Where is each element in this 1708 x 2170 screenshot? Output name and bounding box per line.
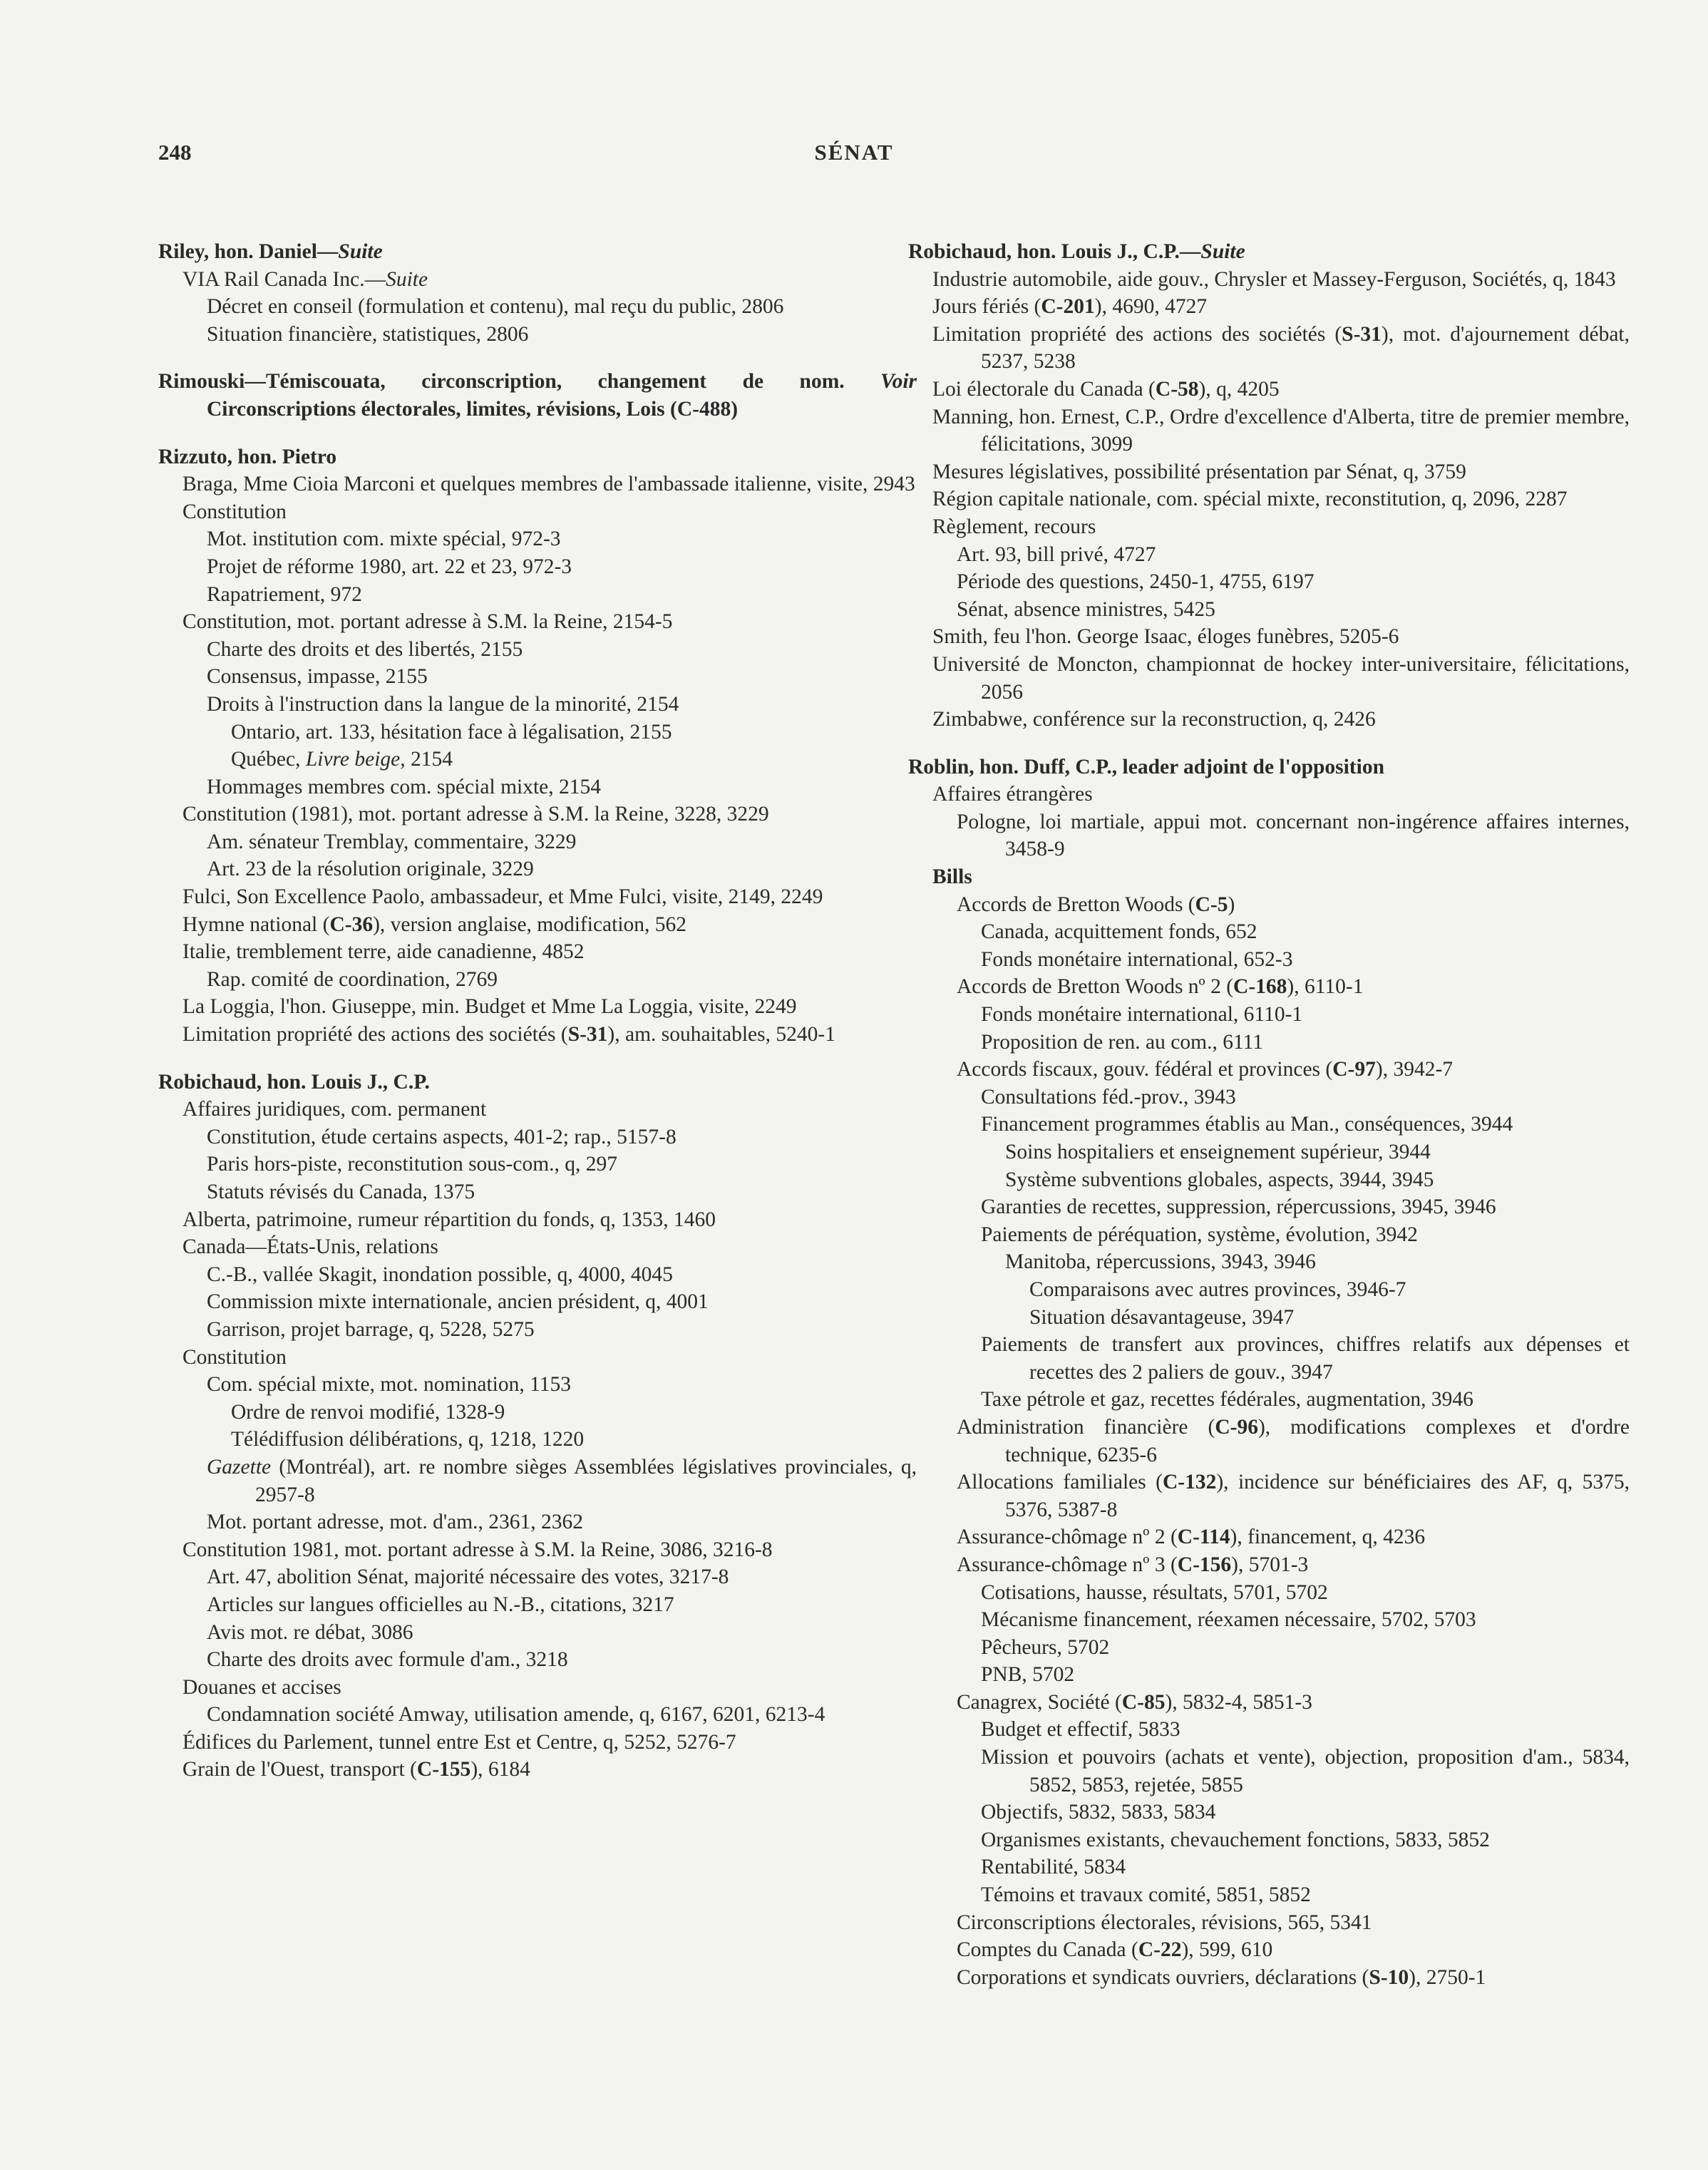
index-entry: [908, 1084, 1630, 1111]
index-entry: [158, 911, 917, 939]
index-entry: [908, 973, 1630, 1001]
entry-text: Charte des droits avec formule d'am., 3218: [207, 1648, 568, 1672]
entry-text: Robichaud, hon. Louis J., C.P.: [158, 1070, 430, 1094]
index-entry: [908, 1248, 1630, 1276]
entry-text: Assurance-chômage nº 2 (: [957, 1526, 1178, 1549]
entry-text: Télédiffusion délibérations, q, 1218, 1220: [231, 1428, 585, 1451]
index-entry: [158, 1536, 917, 1564]
entry-gap: [158, 423, 917, 443]
entry-text: C-156: [1177, 1553, 1232, 1576]
entry-gap: [908, 734, 1630, 754]
entry-text: Taxe pétrole et gaz, recettes fédérales, augmentation, 3946: [981, 1388, 1473, 1411]
index-entry: [158, 1288, 917, 1316]
index-entry: [908, 918, 1630, 946]
index-entry: [908, 863, 1630, 891]
index-entry: [158, 1371, 917, 1399]
index-entry: [158, 938, 917, 966]
index-entry: [908, 485, 1630, 513]
entry-text: PNB, 5702: [981, 1663, 1075, 1687]
entry-text: Suite: [1200, 240, 1245, 263]
index-entry: [908, 1331, 1630, 1386]
entry-text: Rapatriement, 972: [207, 582, 362, 606]
entry-text: Com. spécial mixte, mot. nomination, 1153: [207, 1373, 572, 1397]
index-entry: [908, 568, 1630, 596]
entry-text: Université de Moncton, championnat de hockey inter-universitaire, félicitations, 2056: [932, 652, 1630, 704]
entry-text: Situation financière, statistiques, 2806: [207, 322, 529, 346]
index-entry: [158, 719, 917, 746]
entry-text: Manitoba, répercussions, 3943, 3946: [1005, 1250, 1316, 1274]
entry-text: Constitution, étude certains aspects, 401-2; rap., 5157-8: [207, 1125, 676, 1148]
index-entry: [908, 1056, 1630, 1084]
index-entry: [908, 808, 1630, 863]
entry-text: Mot. portant adresse, mot. d'am., 2361, 2362: [207, 1511, 584, 1534]
index-entry: [158, 1591, 917, 1619]
index-entry: [158, 1646, 917, 1674]
index-heading: [908, 238, 1630, 266]
entry-text: C-85: [1121, 1690, 1166, 1714]
entry-text: Grain de l'Ouest, transport (: [182, 1758, 417, 1781]
entry-text: Corporations et syndicats ouvriers, déclarations (: [957, 1965, 1369, 1989]
entry-text: Décret en conseil (formulation et contenu), mal reçu du public, 2806: [207, 295, 784, 319]
index-entry: [158, 746, 917, 773]
index-entry: [908, 1744, 1630, 1799]
entry-text: Règlement, recours: [932, 515, 1096, 538]
index-entry: [908, 706, 1630, 734]
index-entry: [908, 376, 1630, 403]
index-entry: [908, 1138, 1630, 1166]
index-entry: [908, 596, 1630, 624]
entry-text: C-201: [1041, 295, 1095, 319]
entry-text: Livre beige,: [305, 748, 406, 771]
entry-text: C-96: [1215, 1415, 1258, 1439]
entry-text: ), 5701-3: [1231, 1553, 1309, 1576]
entry-text: Constitution 1981, mot. portant adresse à S.M. la Reine, 3086, 3216-8: [182, 1538, 773, 1561]
index-entry: [158, 470, 917, 498]
entry-text: (Montréal), art. re nombre sièges Assemblées législatives provinciales, q, 2957-8: [255, 1455, 917, 1506]
entry-text: Québec,: [231, 748, 306, 771]
index-entry: [908, 1001, 1630, 1029]
entry-text: Rap. comité de coordination, 2769: [207, 967, 498, 991]
index-heading: [158, 1069, 917, 1096]
index-entry: [158, 1096, 917, 1123]
index-entry: [908, 623, 1630, 651]
entry-text: Constitution: [182, 1345, 287, 1369]
index-entry: [908, 1716, 1630, 1744]
entry-text: Alberta, patrimoine, rumeur répartition du fonds, q, 1353, 1460: [182, 1208, 716, 1231]
index-entry: [158, 691, 917, 719]
index-entry: [908, 403, 1630, 458]
index-entry: [908, 946, 1630, 974]
index-entry: [908, 513, 1630, 541]
entry-text: S-31: [1342, 322, 1382, 346]
entry-text: Affaires étrangères: [932, 783, 1093, 806]
entry-text: 2154: [405, 748, 453, 771]
index-entry: [158, 1399, 917, 1426]
entry-text: Projet de réforme 1980, art. 22 et 23, 972-3: [207, 555, 572, 578]
entry-text: Limitation propriété des actions des sociétés (: [932, 322, 1342, 346]
entry-text: C-36: [329, 912, 374, 936]
index-entry: [158, 801, 917, 828]
entry-text: La Loggia, l'hon. Giuseppe, min. Budget et Mme La Loggia, visite, 2249: [182, 995, 797, 1019]
index-entry: [158, 966, 917, 994]
entry-text: ), 6184: [470, 1758, 530, 1781]
index-entry: [158, 663, 917, 691]
entry-text: Ordre de renvoi modifié, 1328-9: [231, 1400, 505, 1424]
entry-text: Paiements de transfert aux provinces, chiffres relatifs aux dépenses et recettes des 2 paliers de gouv., 3947: [981, 1333, 1630, 1384]
entry-text: Pologne, loi martiale, appui mot. concernant non-ingérence affaires internes, 3458-9: [957, 810, 1630, 861]
entry-text: Affaires juridiques, com. permanent: [182, 1098, 487, 1121]
entry-text: Comparaisons avec autres provinces, 3946-7: [1029, 1277, 1406, 1301]
index-entry: [908, 781, 1630, 808]
entry-text: Hymne national (: [182, 912, 330, 936]
entry-text: Hommages membres com. spécial mixte, 2154: [207, 775, 601, 798]
entry-text: VIA Rail Canada Inc.—: [182, 267, 386, 291]
entry-text: Circonscriptions électorales, révisions, 565, 5341: [957, 1911, 1372, 1934]
entry-text: C-58: [1155, 377, 1199, 401]
index-entry: [908, 1551, 1630, 1579]
entry-text: Garrison, projet barrage, q, 5228, 5275: [207, 1317, 535, 1341]
index-entry: [158, 1178, 917, 1206]
index-entry: [908, 1606, 1630, 1634]
index-entry: [908, 1193, 1630, 1221]
entry-text: Articles sur langues officielles au N.-B., citations, 3217: [207, 1593, 674, 1616]
entry-text: Administration financière (: [957, 1415, 1215, 1439]
entry-text: Commission mixte internationale, ancien président, q, 4001: [207, 1290, 709, 1314]
entry-text: C-97: [1332, 1058, 1376, 1081]
index-entry: [158, 1316, 917, 1344]
entry-text: ), 5832-4, 5851-3: [1165, 1690, 1312, 1714]
entry-text: Témoins et travaux comité, 5851, 5852: [981, 1883, 1311, 1907]
entry-text: Statuts révisés du Canada, 1375: [207, 1181, 475, 1203]
entry-text: Art. 23 de la résolution originale, 3229: [207, 858, 534, 881]
entry-text: Robichaud, hon. Louis J., C.P.: [908, 240, 1180, 263]
index-entry: [158, 581, 917, 609]
index-entry: [158, 553, 917, 581]
entry-text: C-114: [1177, 1526, 1230, 1549]
entry-text: ): [1228, 893, 1235, 916]
entry-text: Période des questions, 2450-1, 4755, 6197: [957, 570, 1315, 594]
index-entry: [158, 1454, 917, 1508]
entry-text: Mot. institution com. mixte spécial, 972-3: [207, 528, 561, 551]
entry-text: Fonds monétaire international, 652-3: [981, 947, 1293, 971]
entry-text: Suite: [338, 240, 383, 263]
entry-text: Paiements de péréquation, système, évolution, 3942: [981, 1223, 1418, 1246]
entry-text: C-132: [1162, 1471, 1217, 1494]
index-entry: [158, 1426, 917, 1454]
page-number: 248: [158, 140, 192, 165]
entry-text: ), incidence sur bénéficiaires des AF, q, 5375, 5376, 5387-8: [1005, 1471, 1630, 1521]
entry-text: Avis mot. re débat, 3086: [207, 1620, 413, 1644]
entry-text: Système subventions globales, aspects, 3944, 3945: [1005, 1168, 1434, 1191]
entry-text: Assurance-chômage nº 3 (: [957, 1553, 1178, 1576]
entry-text: Comptes du Canada (: [957, 1938, 1138, 1962]
entry-text: Canada—États-Unis, relations: [182, 1235, 438, 1259]
index-entry: [908, 541, 1630, 569]
index-entry: [908, 321, 1630, 376]
entry-text: Constitution, mot. portant adresse à S.M. la Reine, 2154-5: [182, 610, 673, 634]
entry-text: Canagrex, Société (: [957, 1690, 1122, 1714]
index-entry: [908, 1276, 1630, 1304]
entry-text: ), mot. d'ajournement débat, 5237, 5238: [981, 322, 1630, 374]
entry-text: Loi électorale du Canada (: [932, 377, 1156, 401]
running-title: SÉNAT: [814, 140, 894, 165]
entry-text: Accords de Bretton Woods nº 2 (: [957, 975, 1234, 999]
entry-text: Constitution (1981), mot. portant adresse à S.M. la Reine, 3228, 3229: [182, 803, 769, 826]
index-entry: [158, 855, 917, 883]
entry-text: ), version anglaise, modification, 562: [373, 912, 687, 936]
entry-text: Canada, acquittement fonds, 652: [981, 920, 1257, 944]
index-entry: [158, 1508, 917, 1536]
index-entry: [158, 883, 917, 911]
entry-text: Voir: [880, 370, 917, 394]
entry-text: Riley, hon. Daniel: [158, 240, 317, 263]
index-entry: [158, 636, 917, 664]
entry-text: Roblin, hon. Duff, C.P., leader adjoint de l'opposition: [908, 755, 1384, 778]
index-entry: [908, 1634, 1630, 1662]
entry-text: Charte des droits et des libertés, 2155: [207, 637, 523, 661]
entry-text: Rentabilité, 5834: [981, 1856, 1126, 1879]
entry-text: Sénat, absence ministres, 5425: [957, 597, 1215, 621]
entry-text: Droits à l'instruction dans la langue de la minorité, 2154: [207, 692, 679, 716]
entry-gap: [158, 1049, 917, 1069]
index-heading: [908, 754, 1630, 781]
index-entry: [158, 1563, 917, 1591]
entry-text: Ontario, art. 133, hésitation face à légalisation, 2155: [231, 720, 672, 744]
entry-text: Mécanisme financement, réexamen nécessaire, 5702, 5703: [981, 1608, 1476, 1632]
entry-text: Art. 93, bill privé, 4727: [957, 542, 1156, 566]
entry-text: Smith, feu l'hon. George Isaac, éloges funèbres, 5205-6: [932, 625, 1399, 649]
index-entry: [158, 293, 917, 321]
index-entry: [908, 1689, 1630, 1717]
index-entry: [158, 498, 917, 526]
index-entry: [158, 1674, 917, 1702]
entry-text: Consensus, impasse, 2155: [207, 665, 428, 689]
entry-gap: [158, 348, 917, 368]
entry-text: ), am. souhaitables, 5240-1: [607, 1023, 835, 1047]
index-entry: [908, 1111, 1630, 1138]
index-entry: [908, 1166, 1630, 1194]
index-entry: [158, 1151, 917, 1178]
entry-text: Proposition de ren. au com., 6111: [981, 1030, 1264, 1054]
entry-text: ), 2750-1: [1409, 1965, 1486, 1989]
entry-text: Paris hors-piste, reconstitution sous-com., q, 297: [207, 1153, 618, 1176]
index-entry: [908, 1386, 1630, 1414]
index-entry: [158, 1021, 917, 1049]
index-entry: [908, 1523, 1630, 1551]
entry-text: Art. 47, abolition Sénat, majorité nécessaire des votes, 3217-8: [207, 1565, 729, 1589]
index-entry: [908, 1964, 1630, 1992]
entry-text: Constitution: [182, 500, 287, 523]
entry-text: Financement programmes établis au Man., conséquences, 3944: [981, 1113, 1513, 1136]
index-heading: [158, 368, 917, 423]
entry-text: Situation désavantageuse, 3947: [1029, 1305, 1295, 1329]
entry-text: Gazette: [207, 1455, 272, 1479]
entry-text: Rimouski—Témiscouata, circonscription, changement de nom.: [158, 370, 845, 394]
entry-text: C-155: [416, 1758, 471, 1781]
entry-text: ), 4690, 4727: [1094, 295, 1208, 319]
index-entry: [908, 1881, 1630, 1909]
entry-text: Bills: [932, 865, 972, 889]
entry-text: Mission et pouvoirs (achats et vente), objection, proposition d'am., 5834, 5852, 5853, rejetée, 5855: [981, 1746, 1630, 1796]
index-entry: [158, 608, 917, 636]
entry-text: Soins hospitaliers et enseignement supérieur, 3944: [1005, 1141, 1431, 1163]
entry-text: Manning, hon. Ernest, C.P., Ordre d'excellence d'Alberta, titre de premier membre, félicitations, 3099: [932, 405, 1630, 456]
entry-text: Accords de Bretton Woods (: [957, 893, 1195, 916]
entry-text: Circonscriptions électorales, limites, révisions, Lois (: [207, 397, 677, 421]
index-entry: [158, 1123, 917, 1151]
entry-text: Allocations familiales (: [957, 1471, 1163, 1494]
index-entry: [908, 1661, 1630, 1689]
entry-text: Région capitale nationale, com. spécial mixte, reconstitution, q, 2096, 2287: [932, 488, 1568, 511]
index-entry: [158, 1261, 917, 1289]
index-entry: [158, 321, 917, 349]
entry-text: Cotisations, hausse, résultats, 5701, 5702: [981, 1580, 1328, 1604]
index-entry: [158, 1701, 917, 1729]
entry-text: Douanes et accises: [182, 1675, 341, 1699]
entry-text: C-5: [1195, 893, 1228, 916]
entry-text: C-488: [676, 397, 731, 421]
entry-text: C.-B., vallée Skagit, inondation possible, q, 4000, 4045: [207, 1263, 673, 1286]
index-entry: [908, 458, 1630, 486]
index-entry: [158, 525, 917, 553]
entry-text: Pêcheurs, 5702: [981, 1635, 1110, 1659]
index-entry: [908, 891, 1630, 919]
entry-text: ), 599, 610: [1181, 1938, 1273, 1962]
index-entry: [908, 1579, 1630, 1607]
page-header: [0, 140, 1708, 175]
entry-text: C-168: [1233, 975, 1287, 999]
entry-text: Organismes existants, chevauchement fonctions, 5833, 5852: [981, 1828, 1490, 1851]
entry-text: Consultations féd.-prov., 3943: [981, 1085, 1236, 1109]
index-entry: [908, 651, 1630, 706]
entry-text: ), financement, q, 4236: [1230, 1526, 1426, 1549]
right-index-column: [908, 238, 1630, 1991]
index-entry: [908, 1221, 1630, 1249]
index-entry: [158, 828, 917, 856]
entry-text: Édifices du Parlement, tunnel entre Est et Centre, q, 5252, 5276-7: [182, 1730, 736, 1754]
entry-text: Condamnation société Amway, utilisation amende, q, 6167, 6201, 6213-4: [207, 1703, 825, 1727]
entry-text: [845, 370, 881, 393]
entry-text: Budget et effectif, 5833: [981, 1718, 1180, 1742]
entry-text: Am. sénateur Tremblay, commentaire, 3229: [207, 830, 577, 853]
entry-text: ), modifications complexes et d'ordre technique, 6235-6: [1005, 1415, 1630, 1466]
entry-text: Suite: [386, 267, 428, 291]
index-entry: [158, 1729, 917, 1757]
entry-text: Italie, tremblement terre, aide canadienne, 4852: [182, 940, 585, 964]
index-entry: [908, 1909, 1630, 1937]
index-heading: [158, 443, 917, 471]
index-entry: [158, 1206, 917, 1234]
entry-text: ), 3942-7: [1375, 1058, 1454, 1081]
index-entry: [908, 1469, 1630, 1523]
index-entry: [908, 1799, 1630, 1826]
index-heading: [158, 238, 917, 266]
entry-text: —: [1179, 240, 1201, 263]
index-entry: [158, 993, 917, 1021]
index-entry: [908, 266, 1630, 294]
entry-text: ): [731, 397, 739, 421]
entry-text: Braga, Mme Cioia Marconi et quelques membres de l'ambassade italienne, visite, 2943: [182, 473, 915, 496]
entry-text: Limitation propriété des actions des sociétés (: [182, 1023, 568, 1047]
index-entry: [908, 1853, 1630, 1881]
index-entry: [158, 773, 917, 801]
entry-text: ), q, 4205: [1198, 377, 1280, 401]
entry-text: Jours fériés (: [932, 295, 1041, 319]
entry-text: Garanties de recettes, suppression, répercussions, 3945, 3946: [981, 1195, 1496, 1219]
index-entry: [908, 1936, 1630, 1964]
index-entry: [908, 1826, 1630, 1854]
entry-text: Rizzuto, hon. Pietro: [158, 445, 337, 468]
index-entry: [908, 293, 1630, 321]
entry-text: Fulci, Son Excellence Paolo, ambassadeur, et Mme Fulci, visite, 2149, 2249: [182, 885, 823, 909]
entry-text: S-10: [1369, 1965, 1409, 1989]
index-entry: [158, 1619, 917, 1647]
entry-text: S-31: [567, 1023, 608, 1047]
index-entry: [908, 1304, 1630, 1332]
entry-text: ), 6110-1: [1287, 975, 1364, 999]
entry-text: Objectifs, 5832, 5833, 5834: [981, 1801, 1216, 1824]
index-entry: [158, 266, 917, 294]
entry-text: Zimbabwe, conférence sur la reconstruction, q, 2426: [932, 708, 1376, 731]
index-entry: [908, 1029, 1630, 1056]
index-entry: [158, 1233, 917, 1261]
entry-text: Mesures législatives, possibilité présentation par Sénat, q, 3759: [932, 460, 1466, 483]
entry-text: Fonds monétaire international, 6110-1: [981, 1003, 1303, 1027]
entry-text: C-22: [1138, 1938, 1182, 1962]
left-index-column: [158, 238, 917, 1784]
index-entry: [908, 1414, 1630, 1469]
entry-text: Accords fiscaux, gouv. fédéral et provinces (: [957, 1058, 1333, 1081]
entry-text: —: [317, 240, 339, 263]
index-entry: [158, 1756, 917, 1784]
entry-text: Industrie automobile, aide gouv., Chrysler et Massey-Ferguson, Sociétés, q, 1843: [932, 267, 1616, 291]
index-entry: [158, 1344, 917, 1372]
